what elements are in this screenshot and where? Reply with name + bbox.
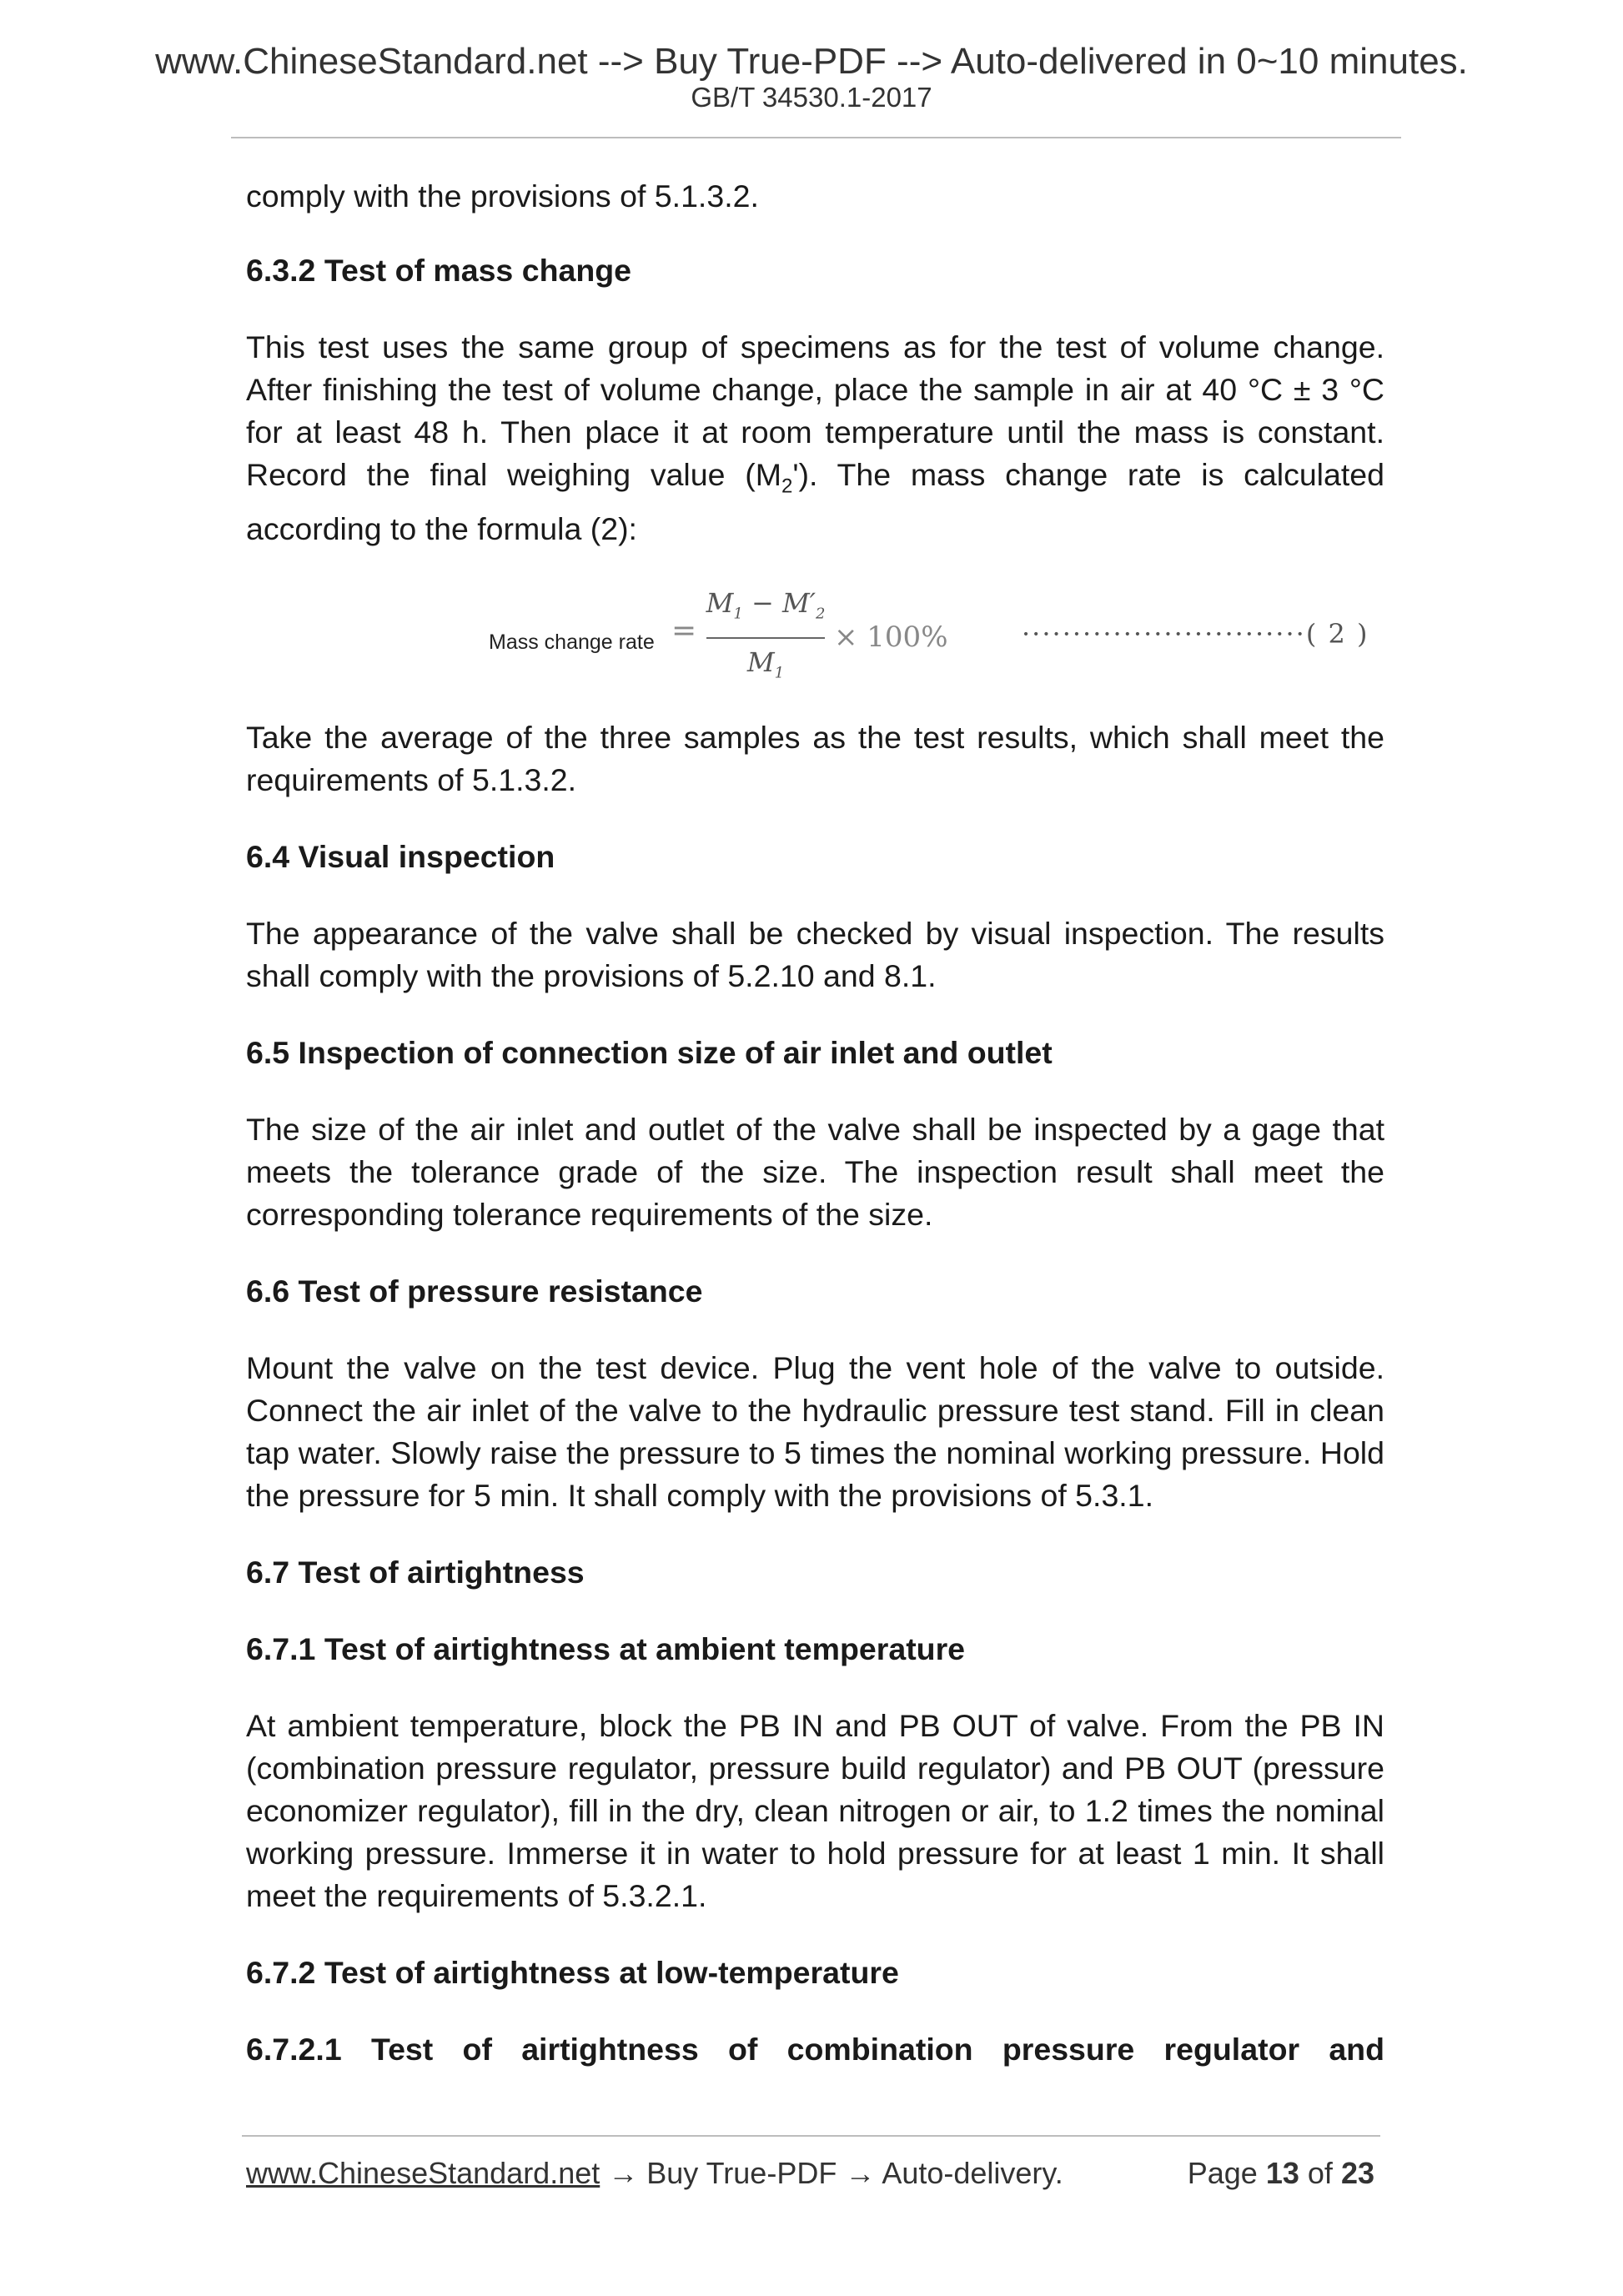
footer-tagline: → Buy True-PDF → Auto-delivery.	[600, 2156, 1063, 2190]
fraction-bar	[706, 637, 825, 639]
document-code: GB/T 34530.1-2017	[691, 82, 932, 113]
formula-numerator: $M_1 - M'_2$	[706, 586, 826, 622]
page-indicator: Page 13 of 23	[1187, 2156, 1374, 2190]
page-number: 13	[1265, 2156, 1299, 2190]
heading-6-7-2: 6.7.2 Test of airtightness at low-temperature	[246, 1954, 899, 1990]
top-banner: www.ChineseStandard.net --> Buy True-PDF --> Auto-delivered in 0~10 minutes.	[155, 41, 1468, 82]
heading-6-7-2-1: 6.7.2.1 Test of airtightness of combination pressure regulator and	[246, 2031, 1384, 2067]
heading-6-5: 6.5 Inspection of connection size of air inlet and outlet	[246, 1034, 1053, 1070]
paragraph-after-formula: Take the average of the three samples as the test results, which shall meet the requirements of 5.1.3.2.	[246, 719, 1384, 797]
footer-divider	[242, 2135, 1380, 2137]
footer-site-link[interactable]: www.ChineseStandard.net	[246, 2156, 600, 2190]
page-total: 23	[1340, 2156, 1374, 2190]
heading-6-6: 6.6 Test of pressure resistance	[246, 1273, 703, 1309]
paragraph-6-3-2-tail: '). The mass change rate is calculated according to the formula (2):	[246, 457, 1384, 546]
paragraph-6-6: Mount the valve on the test device. Plug the vent hole of the valve to outside. Connect the air inlet of the valve to the hydraulic pressure test stand. Fill in clean tap water. Slowly raise the pressure to 5 times the nominal working pressure. Hold the pressure for 5 min. It shall comply with the provisions of 5.3.1.	[246, 1349, 1384, 1513]
paragraph-6-5: The size of the air inlet and outlet of the valve shall be inspected by a gage that meets the tolerance grade of the size. The inspection result shall meet the corresponding tolerance requirements of the size.	[246, 1111, 1384, 1232]
page-footer	[246, 2158, 1384, 2188]
formula-label: Mass change rate	[489, 630, 655, 654]
formula-multiplier: × 100%	[834, 620, 948, 654]
paragraph-6-4: The appearance of the valve shall be checked by visual inspection. The results shall comply with the provisions of 5.2.10 and 8.1.	[246, 915, 1384, 993]
header-divider	[231, 137, 1401, 138]
m2-subscript: 2	[781, 475, 793, 498]
heading-6-7: 6.7 Test of airtightness	[246, 1554, 585, 1590]
heading-6-7-1: 6.7.1 Test of airtightness at ambient temperature	[246, 1630, 966, 1666]
formula-fraction	[703, 585, 828, 685]
equals-sign: =	[671, 613, 697, 648]
paragraph-6-7-1: At ambient temperature, block the PB IN and PB OUT of valve. From the PB IN (combination pressure regulator, pressure build regulator) and PB OUT (pressure economizer regulator), fill in the dry, clean nitrogen or air, to 1.2 times the nominal working pressure. Immerse it in water to hold pressure for at least 1 min. It shall meet the requirements of 5.3.2.1.	[246, 1707, 1384, 1913]
mass-change-formula	[246, 585, 1384, 685]
paragraph-6-3-2-text: This test uses the same group of specimens as for the test of volume change. After finishing the test of volume change, place the sample in air at 40 °C ± 3 °C for at least 48 h. Then place it at room temperature until the mass is constant. Record the final weighing value (M	[246, 329, 1384, 492]
paragraph-6-3-2	[246, 326, 1384, 550]
equation-number: ····························( 2 )	[1022, 617, 1369, 650]
heading-6-3-2: 6.3.2 Test of mass change	[246, 253, 631, 288]
paragraph-intro: comply with the provisions of 5.1.3.2.	[246, 178, 759, 214]
heading-6-4: 6.4 Visual inspection	[246, 838, 555, 874]
document-body	[246, 175, 1384, 2071]
formula-denominator: $M_1$	[746, 646, 785, 682]
